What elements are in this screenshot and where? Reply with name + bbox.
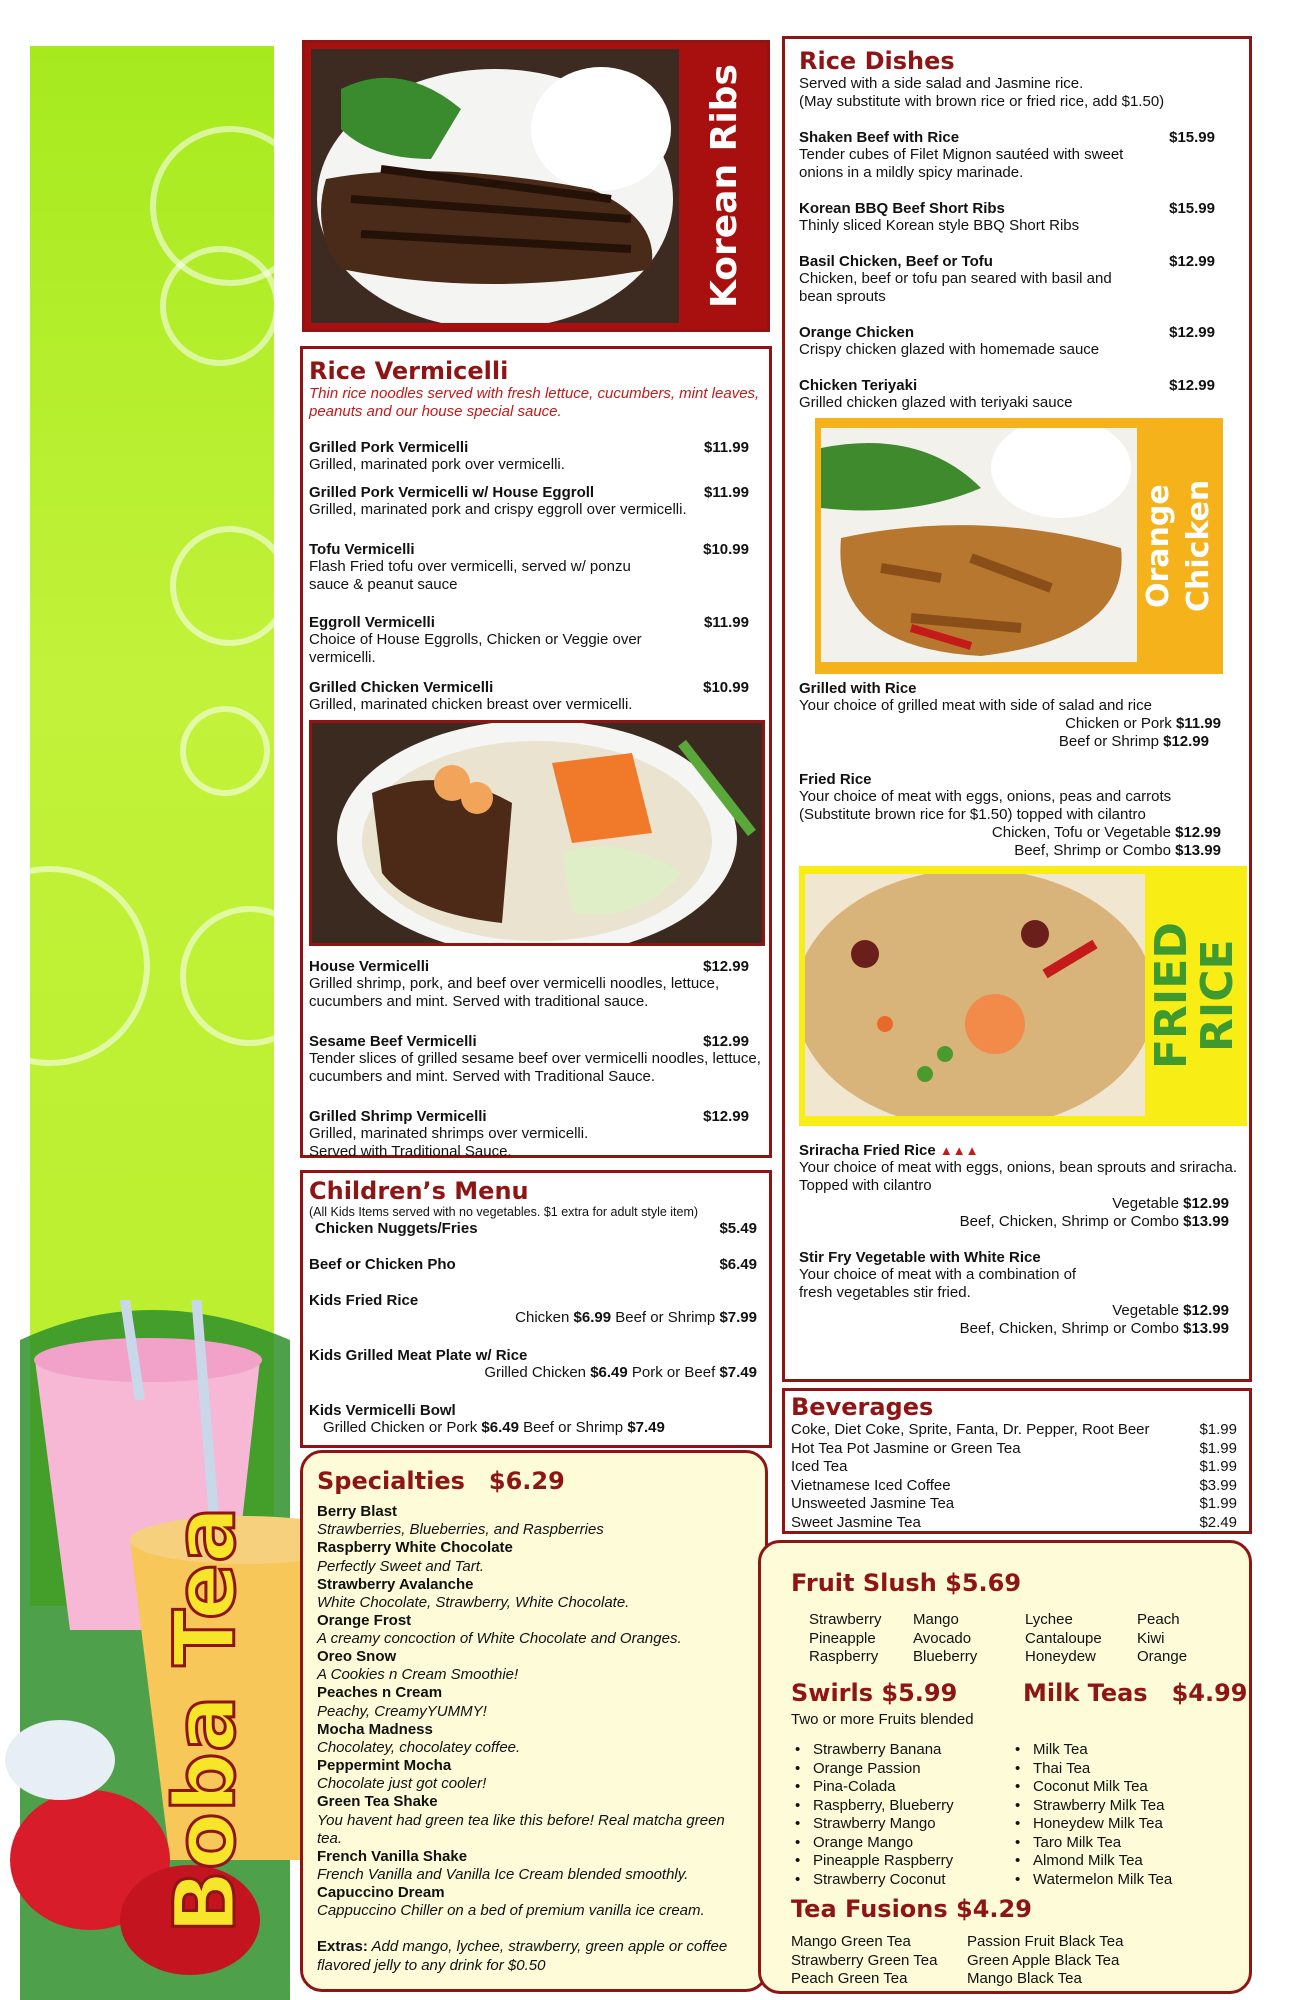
- item-name: Grilled with Rice: [799, 680, 917, 697]
- section-subtitle: Served with a side salad and Jasmine rice.: [799, 75, 1084, 92]
- item-name: Grilled Pork Vermicelli w/ House Eggroll: [309, 484, 595, 501]
- menu-item: [309, 1033, 761, 1086]
- list-item: • Orange Passion: [791, 1760, 954, 1779]
- spicy-icon: ▲▲▲: [939, 1143, 979, 1158]
- list-item: • Strawberry Milk Tea: [1011, 1797, 1172, 1816]
- section-title: Specialties $6.29: [317, 1467, 565, 1495]
- item-name: Oreo Snow: [317, 1648, 397, 1666]
- item-price: $6.49: [719, 1256, 757, 1273]
- boba-tea-label: Boba Tea: [156, 1506, 254, 1934]
- item-desc: Cappuccino Chiller on a bed of premium vanilla ice cream.: [317, 1902, 705, 1920]
- item-desc: Perfectly Sweet and Tart.: [317, 1557, 485, 1575]
- childrens-menu-section: [300, 1170, 772, 1448]
- fried-rice-label: FRIED RICE: [1146, 922, 1243, 1070]
- item-price: $10.99: [703, 679, 749, 696]
- item-price: $11.99: [703, 484, 749, 501]
- item-desc: Chicken, beef or tofu pan seared with basil and bean sprouts: [799, 270, 1112, 305]
- beverage-price: $1.99: [1199, 1439, 1237, 1457]
- item-desc: Crispy chicken glazed with homemade sauce: [799, 341, 1100, 358]
- item-price: $11.99: [703, 614, 749, 631]
- fruit-slush-col: Lychee Cantaloupe Honeydew: [1025, 1611, 1102, 1665]
- menu-item: [309, 614, 761, 667]
- list-item: • Thai Tea: [1011, 1760, 1172, 1779]
- decor-ring: [180, 706, 270, 796]
- item-name: Sriracha Fried Rice ▲▲▲: [799, 1142, 979, 1159]
- extras-note: Extras: Add mango, lychee, strawberry, green apple or coffee flavored jelly to any drink for $0.50: [317, 1938, 728, 1974]
- item-name: Capuccino Dream: [317, 1883, 445, 1901]
- item-name: Stir Fry Vegetable with White Rice: [799, 1249, 1041, 1266]
- item-price: $5.49: [719, 1220, 757, 1237]
- section-title: Children’s Menu: [309, 1177, 529, 1205]
- item-price: $12.99: [1169, 253, 1215, 270]
- tea-fusions-col: Mango Green Tea Strawberry Green Tea Peach Green Tea: [791, 1933, 938, 1987]
- item-name: Shaken Beef with Rice: [799, 129, 960, 146]
- list-item: • Watermelon Milk Tea: [1011, 1871, 1172, 1890]
- item-desc: White Chocolate, Strawberry, White Chocolate.: [317, 1593, 630, 1611]
- milk-teas-title: Milk Teas $4.99: [1023, 1679, 1248, 1707]
- kids-item: [309, 1256, 759, 1292]
- item-desc: Tender cubes of Filet Mignon sautéed with sweet onions in a mildly spicy marinade.: [799, 146, 1124, 181]
- beverage-name: Sweet Jasmine Tea: [791, 1513, 921, 1531]
- menu-item: [799, 324, 1239, 359]
- item-name: Kids Grilled Meat Plate w/ Rice: [309, 1347, 528, 1364]
- item-name: Grilled Shrimp Vermicelli: [309, 1108, 487, 1125]
- item-name: House Vermicelli: [309, 958, 430, 975]
- item-name: Berry Blast: [317, 1503, 398, 1520]
- beverage-name: Hot Tea Pot Jasmine or Green Tea: [791, 1439, 1021, 1457]
- item-desc: Grilled, marinated pork and crispy eggroll over vermicelli.: [309, 501, 687, 518]
- beverage-name: Unsweeted Jasmine Tea: [791, 1495, 955, 1512]
- beverage-name: Iced Tea: [791, 1458, 848, 1475]
- beverages-list: [791, 1421, 1237, 1532]
- list-item: • Pineapple Raspberry: [791, 1852, 954, 1871]
- item-name: Eggroll Vermicelli: [309, 614, 435, 631]
- korean-ribs-label: Korean Ribs: [704, 64, 745, 308]
- beverage-name: Vietnamese Iced Coffee: [791, 1476, 951, 1494]
- item-price: $12.99: [703, 1033, 749, 1050]
- menu-item: [799, 129, 1239, 182]
- section-subtitle: Thin rice noodles served with fresh lettuce, cucumbers, mint leaves, peanuts and our house special sauce.: [309, 385, 760, 420]
- specialties-list: [317, 1503, 755, 1975]
- item-name: Kids Vermicelli Bowl: [309, 1402, 456, 1419]
- beverage-row: [791, 1421, 1237, 1440]
- item-desc: Your choice of meat with a combination of fresh vegetables stir fried.: [799, 1266, 1077, 1301]
- item-name: Grilled Chicken Vermicelli: [309, 679, 494, 696]
- fruit-slush-col: Strawberry Pineapple Raspberry: [809, 1611, 882, 1665]
- item-option: Vegetable $12.99: [1112, 1195, 1229, 1212]
- item-desc: Flash Fried tofu over vermicelli, served w/ ponzu sauce & peanut sauce: [309, 558, 631, 593]
- list-item: • Milk Tea: [1011, 1741, 1172, 1760]
- list-item: • Strawberry Banana: [791, 1741, 954, 1760]
- item-desc: Chocolatey, chocolatey coffee.: [317, 1739, 521, 1757]
- item-option: Chicken, Tofu or Vegetable $12.99: [991, 824, 1221, 841]
- list-item: • Pina-Colada: [791, 1778, 954, 1797]
- menu-item: [799, 200, 1239, 235]
- list-item: • Strawberry Coconut: [791, 1871, 954, 1890]
- item-name: Beef or Chicken Pho: [309, 1256, 456, 1273]
- fried-rice-photo-card: [799, 866, 1247, 1126]
- orange-chicken-label: Orange Chicken: [1141, 479, 1216, 613]
- item-desc: Tender slices of grilled sesame beef over vermicelli noodles, lettuce, cucumbers and mint. Served with Traditional Sauce.: [309, 1050, 761, 1085]
- item-name: Peppermint Mocha: [317, 1757, 452, 1775]
- menu-item: [309, 439, 761, 474]
- fruit-slush-col: Peach Kiwi Orange: [1137, 1611, 1188, 1665]
- item-desc: Grilled, marinated pork over vermicelli.: [309, 456, 565, 473]
- item-option: Beef, Shrimp or Combo $13.99: [1014, 842, 1221, 859]
- item-desc: Chocolate just got cooler!: [317, 1775, 487, 1793]
- item-desc: Grilled, marinated shrimps over vermicelli. Served with Traditional Sauce.: [309, 1125, 589, 1160]
- item-desc: French Vanilla and Vanilla Ice Cream blended smoothly.: [317, 1865, 689, 1883]
- beverage-name: Coke, Diet Coke, Sprite, Fanta, Dr. Pepper, Root Beer: [791, 1421, 1150, 1438]
- list-item: • Orange Mango: [791, 1834, 954, 1853]
- swirls-title: Swirls $5.99: [791, 1679, 958, 1707]
- menu-item: [309, 541, 761, 594]
- item-option: Beef, Chicken, Shrimp or Combo $13.99: [959, 1320, 1229, 1337]
- item-name: Tofu Vermicelli: [309, 541, 415, 558]
- beverage-price: $1.99: [1199, 1421, 1237, 1438]
- beverage-row: [791, 1514, 1237, 1533]
- menu-item: [309, 484, 761, 519]
- item-price: $15.99: [1169, 129, 1215, 146]
- item-desc: Grilled chicken glazed with teriyaki sauce: [799, 394, 1073, 411]
- item-name: Chicken Teriyaki: [799, 377, 918, 394]
- milk-teas-list: [1011, 1741, 1172, 1889]
- item-desc: A Cookies n Cream Smoothie!: [317, 1666, 519, 1684]
- item-name: Basil Chicken, Beef or Tofu: [799, 253, 993, 270]
- section-title: Rice Dishes: [799, 47, 955, 75]
- beverage-price: $3.99: [1199, 1476, 1237, 1494]
- item-price: $12.99: [703, 958, 749, 975]
- beverage-price: $1.99: [1199, 1495, 1237, 1512]
- menu-item: [309, 1108, 761, 1161]
- item-name: Raspberry White Chocolate: [317, 1539, 513, 1557]
- item-desc: Grilled shrimp, pork, and beef over vermicelli noodles, lettuce, cucumbers and mint. Served with traditional sauce.: [309, 975, 720, 1010]
- section-note: (All Kids Items served with no vegetables. $1 extra for adult style item): [309, 1205, 699, 1219]
- item-name: Peaches n Cream: [317, 1684, 443, 1702]
- section-subtitle: (May substitute with brown rice or fried rice, add $1.50): [799, 93, 1165, 110]
- beverages-section: [782, 1388, 1252, 1534]
- orange-chicken-photo-card: [815, 418, 1223, 674]
- beverage-price: $1.99: [1199, 1458, 1237, 1475]
- decor-ring: [170, 526, 274, 646]
- tea-fusions-col: Passion Fruit Black Tea Green Apple Black Tea Mango Black Tea: [967, 1933, 1124, 1987]
- item-desc: Thinly sliced Korean style BBQ Short Ribs: [799, 217, 1080, 234]
- specialties-section: [300, 1450, 768, 1992]
- menu-item: [309, 958, 761, 1011]
- list-item: • Taro Milk Tea: [1011, 1834, 1172, 1853]
- item-name: Grilled Pork Vermicelli: [309, 439, 469, 456]
- item-price: $11.99: [703, 439, 749, 456]
- item-desc: Peachy, CreamyYUMMY!: [317, 1702, 487, 1720]
- decor-ring: [160, 246, 274, 366]
- item-name: Orange Frost: [317, 1611, 412, 1629]
- list-item: • Coconut Milk Tea: [1011, 1778, 1172, 1797]
- section-price: $6.29: [488, 1467, 565, 1495]
- fruit-slush-col: Mango Avocado Blueberry: [913, 1611, 978, 1665]
- decor-ring: [30, 866, 150, 1066]
- swirls-subtitle: Two or more Fruits blended: [791, 1711, 974, 1728]
- item-price: $12.99: [1169, 324, 1215, 341]
- menu-item: [799, 253, 1239, 306]
- item-desc: Grilled, marinated chicken breast over vermicelli.: [309, 696, 633, 713]
- list-item: • Honeydew Milk Tea: [1011, 1815, 1172, 1834]
- menu-item: [309, 679, 761, 714]
- item-price: $15.99: [1169, 200, 1215, 217]
- list-item: • Raspberry, Blueberry: [791, 1797, 954, 1816]
- item-option: Beef, Chicken, Shrimp or Combo $13.99: [959, 1213, 1229, 1230]
- section-title: Beverages: [791, 1393, 934, 1421]
- korean-ribs-photo-card: [302, 40, 770, 332]
- item-options: Grilled Chicken $6.49 Pork or Beef $7.49: [484, 1364, 757, 1381]
- item-name: Orange Chicken: [799, 324, 915, 341]
- swirls-list: [791, 1741, 954, 1889]
- kids-item: [309, 1347, 759, 1402]
- beverage-row: [791, 1477, 1237, 1496]
- item-options: Grilled Chicken or Pork $6.49 Beef or Shrimp $7.49: [323, 1419, 665, 1436]
- beverage-row: [791, 1495, 1237, 1514]
- menu-item: [799, 771, 1239, 860]
- item-option: Beef or Shrimp $12.99: [1058, 733, 1209, 750]
- menu-item: [799, 1249, 1239, 1338]
- section-title: Rice Vermicelli: [309, 357, 509, 385]
- item-price: $12.99: [703, 1108, 749, 1125]
- item-name: Strawberry Avalanche: [317, 1575, 474, 1593]
- item-desc: Your choice of meat with eggs, onions, bean sprouts and sriracha. Topped with cilantro: [799, 1159, 1238, 1194]
- rice-vermicelli-section: [300, 346, 772, 1158]
- kids-item: [309, 1402, 759, 1442]
- item-desc: A creamy concoction of White Chocolate and Oranges.: [317, 1630, 682, 1648]
- orange-chicken-photo: [821, 428, 1137, 662]
- beverage-row: [791, 1440, 1237, 1459]
- beverage-row: [791, 1458, 1237, 1477]
- item-desc: Strawberries, Blueberries, and Raspberries: [317, 1521, 604, 1539]
- item-option: Vegetable $12.99: [1112, 1302, 1229, 1319]
- item-desc: Your choice of grilled meat with side of salad and rice: [799, 697, 1152, 714]
- fruit-slush-title: Fruit Slush $5.69: [791, 1569, 1022, 1597]
- item-name: Mocha Madness: [317, 1720, 433, 1738]
- item-desc: You havent had green tea like this before! Real matcha green tea.: [317, 1811, 725, 1847]
- item-name: Green Tea Shake: [317, 1793, 438, 1811]
- drinks-section: [758, 1540, 1252, 1994]
- item-desc: Choice of House Eggrolls, Chicken or Veggie over vermicelli.: [309, 631, 642, 666]
- item-name: Korean BBQ Beef Short Ribs: [799, 200, 1005, 217]
- item-name: French Vanilla Shake: [317, 1847, 468, 1865]
- boba-tea-artwork: [0, 1300, 300, 2000]
- beverage-price: $2.49: [1199, 1513, 1237, 1531]
- list-item: • Almond Milk Tea: [1011, 1852, 1172, 1871]
- menu-item: [799, 680, 1239, 751]
- fried-rice-photo: [805, 874, 1145, 1116]
- korean-ribs-photo: [311, 49, 679, 323]
- list-item: • Strawberry Mango: [791, 1815, 954, 1834]
- kids-item: [309, 1220, 759, 1256]
- rice-dishes-section: [782, 36, 1252, 1382]
- decor-ring: [180, 906, 274, 1046]
- item-price: $12.99: [1169, 377, 1215, 394]
- item-price: $10.99: [703, 541, 749, 558]
- item-options: Chicken $6.99 Beef or Shrimp $7.99: [515, 1309, 757, 1326]
- item-name: Sesame Beef Vermicelli: [309, 1033, 477, 1050]
- item-name: Kids Fried Rice: [309, 1292, 419, 1309]
- item-option: Chicken or Pork $11.99: [1065, 715, 1221, 732]
- vermicelli-bowl-photo: [309, 720, 765, 946]
- kids-item: [309, 1292, 759, 1347]
- item-desc: Your choice of meat with eggs, onions, peas and carrots (Substitute brown rice for $1.50) topped with cilantro: [799, 788, 1172, 823]
- item-name: Chicken Nuggets/Fries: [315, 1220, 478, 1237]
- item-name: Fried Rice: [799, 771, 872, 788]
- menu-item: [799, 1142, 1239, 1231]
- tea-fusions-title: Tea Fusions $4.29: [791, 1895, 1032, 1923]
- menu-item: [799, 377, 1239, 412]
